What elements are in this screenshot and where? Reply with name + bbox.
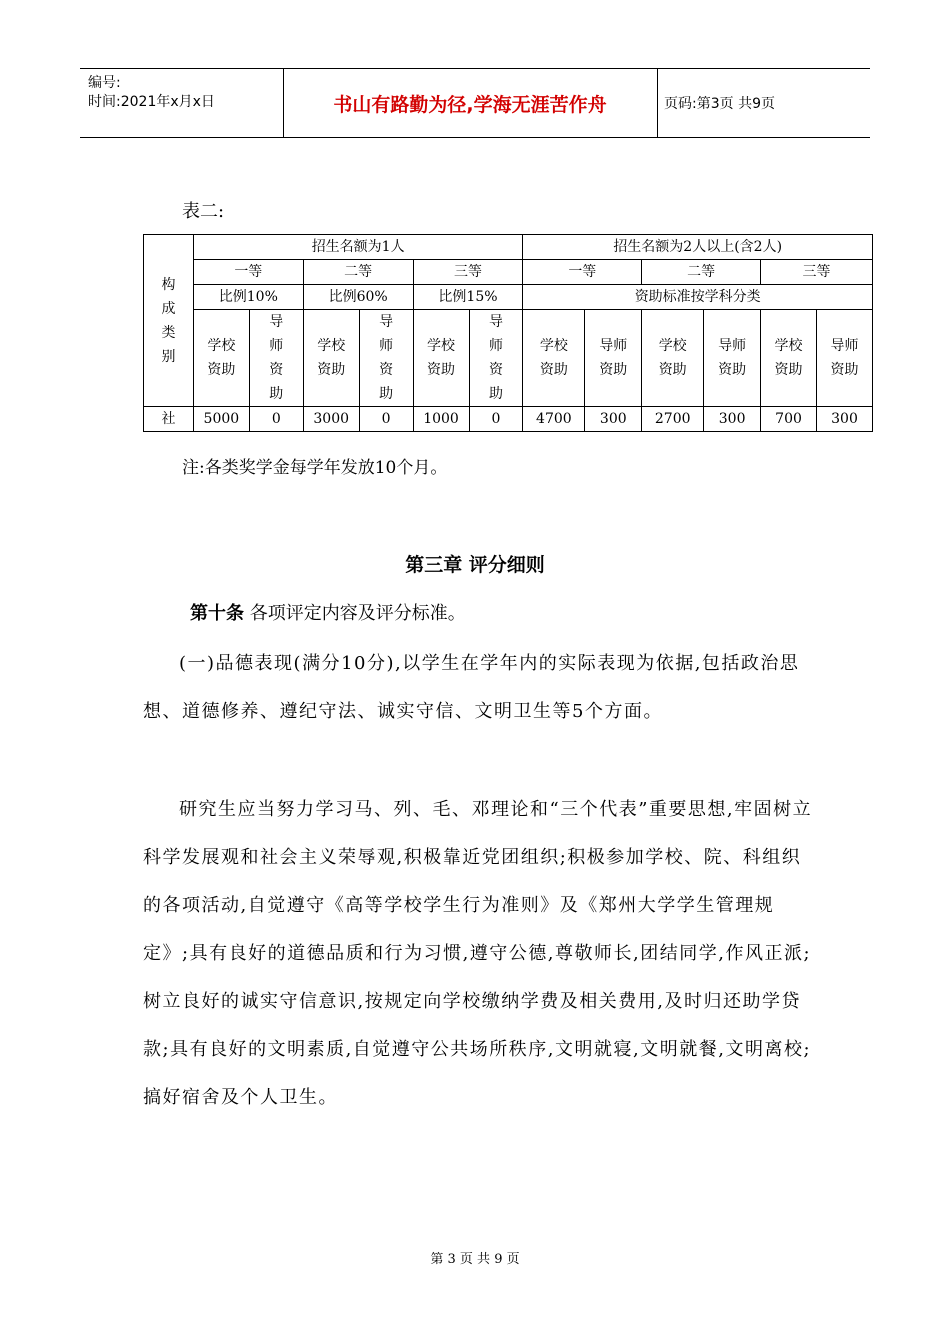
table-row — [144, 260, 873, 285]
article-label: 第十条 — [190, 603, 244, 624]
category-char: 别 — [161, 348, 176, 365]
cell-line: 师 — [269, 338, 284, 354]
cell-line: 助 — [269, 386, 284, 402]
school-funding-cell — [193, 310, 249, 407]
cell-line: 资 — [269, 362, 284, 378]
cell-line: 导师 — [830, 338, 859, 354]
table-row — [144, 285, 873, 310]
group-one-header: 招生名额为1人 — [193, 235, 522, 260]
cell-line: 资 — [488, 362, 503, 378]
cell-line: 学校 — [317, 338, 346, 354]
cell-line: 导 — [488, 314, 503, 330]
cell-line: 资助 — [207, 362, 236, 378]
cell-line: 导 — [269, 314, 284, 330]
tutor-funding-cell — [585, 310, 642, 407]
header-motto: 书山有路勤为径,学海无涯苦作舟 — [333, 93, 607, 116]
value-cell: 4700 — [523, 407, 585, 432]
value-cell: 0 — [359, 407, 413, 432]
paragraph-two: 研究生应当努力学习马、列、毛、邓理论和“三个代表”重要思想,牢固树立科学发展观和社会主义荣辱观,积极靠近党团组织;积极参加学校、院、科组织的各项活动,自觉遵守《高等学校学生行为准则》及《郑州大学学生管理规定》;具有良好的道德品质和行为习惯,遵守公德,尊敬师长,团结同学,作风正派;树立良好的诚实守信意识,按规定向学校缴纳学费及相关费用,及时归还助学贷款;具有良好的文明素质,自觉遵守公共场所秩序,文明就寝,文明就餐,文明离校;搞好宿舍及个人卫生。 — [143, 799, 813, 1108]
tutor-funding-cell — [359, 310, 413, 407]
grade-cell: 一等 — [523, 260, 642, 285]
header-divider-right — [657, 69, 658, 137]
cell-line: 资助 — [718, 362, 747, 378]
value-cell: 5000 — [193, 407, 249, 432]
grade-cell: 一等 — [193, 260, 303, 285]
cell-line: 资 — [379, 362, 394, 378]
cell-line: 学校 — [427, 338, 456, 354]
category-char: 类 — [161, 324, 176, 341]
cell-line: 资助 — [774, 362, 803, 378]
value-cell: 300 — [704, 407, 761, 432]
cell-line: 师 — [488, 338, 503, 354]
school-funding-cell — [303, 310, 359, 407]
cell-line: 资助 — [427, 362, 456, 378]
tutor-funding-cell — [249, 310, 303, 407]
value-cell: 3000 — [303, 407, 359, 432]
value-cell: 0 — [249, 407, 303, 432]
cell-line: 助 — [488, 386, 503, 402]
chapter-title: 第三章 评分细则 — [405, 554, 545, 576]
school-funding-cell — [523, 310, 585, 407]
tutor-funding-cell — [817, 310, 873, 407]
category-char: 构 — [161, 276, 176, 293]
header-page-number: 页码:第3页 共9页 — [664, 96, 775, 112]
cell-line: 学校 — [774, 338, 803, 354]
grade-cell: 二等 — [303, 260, 413, 285]
cell-line: 导师 — [718, 338, 747, 354]
ratio-cell: 比例10% — [193, 285, 303, 310]
grade-cell: 三等 — [413, 260, 523, 285]
cell-line: 资助 — [830, 362, 859, 378]
header-date: 时间:2021年x月x日 — [88, 94, 215, 110]
grade-cell: 二等 — [642, 260, 761, 285]
cell-line: 资助 — [539, 362, 568, 378]
standard-note-cell: 资助标准按学科分类 — [523, 285, 873, 310]
header-meta — [88, 74, 215, 112]
cell-line: 学校 — [539, 338, 568, 354]
cell-line: 导师 — [599, 338, 628, 354]
cell-line: 资助 — [599, 362, 628, 378]
grade-cell: 三等 — [761, 260, 873, 285]
page-footer: 第 3 页 共 9 页 — [430, 1252, 520, 1267]
section-one-label: (一) — [179, 653, 216, 674]
value-cell: 2700 — [642, 407, 704, 432]
cell-line: 助 — [379, 386, 394, 402]
value-cell: 1000 — [413, 407, 469, 432]
scholarship-table — [143, 234, 873, 432]
row-label-cell: 社 — [144, 407, 194, 432]
value-cell: 0 — [469, 407, 523, 432]
group-two-header: 招生名额为2人以上(含2人) — [523, 235, 873, 260]
value-cell: 300 — [585, 407, 642, 432]
school-funding-cell — [642, 310, 704, 407]
cell-line: 资助 — [317, 362, 346, 378]
table-row — [144, 235, 873, 260]
section-one-paragraph — [143, 640, 813, 736]
category-char: 成 — [161, 300, 176, 317]
cell-line: 师 — [379, 338, 394, 354]
article-text: 各项评定内容及评分标准。 — [249, 603, 466, 624]
cell-line: 学校 — [658, 338, 687, 354]
cell-line: 资助 — [658, 362, 687, 378]
page-header — [80, 68, 870, 138]
cell-line: 学校 — [207, 338, 236, 354]
table-row — [144, 310, 873, 407]
school-funding-cell — [761, 310, 817, 407]
table-caption: 表二: — [182, 201, 225, 222]
category-header-cell — [144, 235, 194, 407]
ratio-cell: 比例15% — [413, 285, 523, 310]
article-heading — [190, 599, 466, 625]
table-note: 注:各类奖学金每学年发放10个月。 — [182, 458, 448, 478]
ratio-cell: 比例60% — [303, 285, 413, 310]
value-cell: 300 — [817, 407, 873, 432]
value-cell: 700 — [761, 407, 817, 432]
header-serial: 编号: — [88, 75, 121, 91]
table-row — [144, 407, 873, 432]
school-funding-cell — [413, 310, 469, 407]
cell-line: 导 — [379, 314, 394, 330]
tutor-funding-cell — [704, 310, 761, 407]
tutor-funding-cell — [469, 310, 523, 407]
section-one-text: 品德表现(满分10分),以学生在学年内的实际表现为依据,包括政治思想、道德修养、遵纪守法、诚实守信、文明卫生等5个方面。 — [143, 653, 800, 722]
